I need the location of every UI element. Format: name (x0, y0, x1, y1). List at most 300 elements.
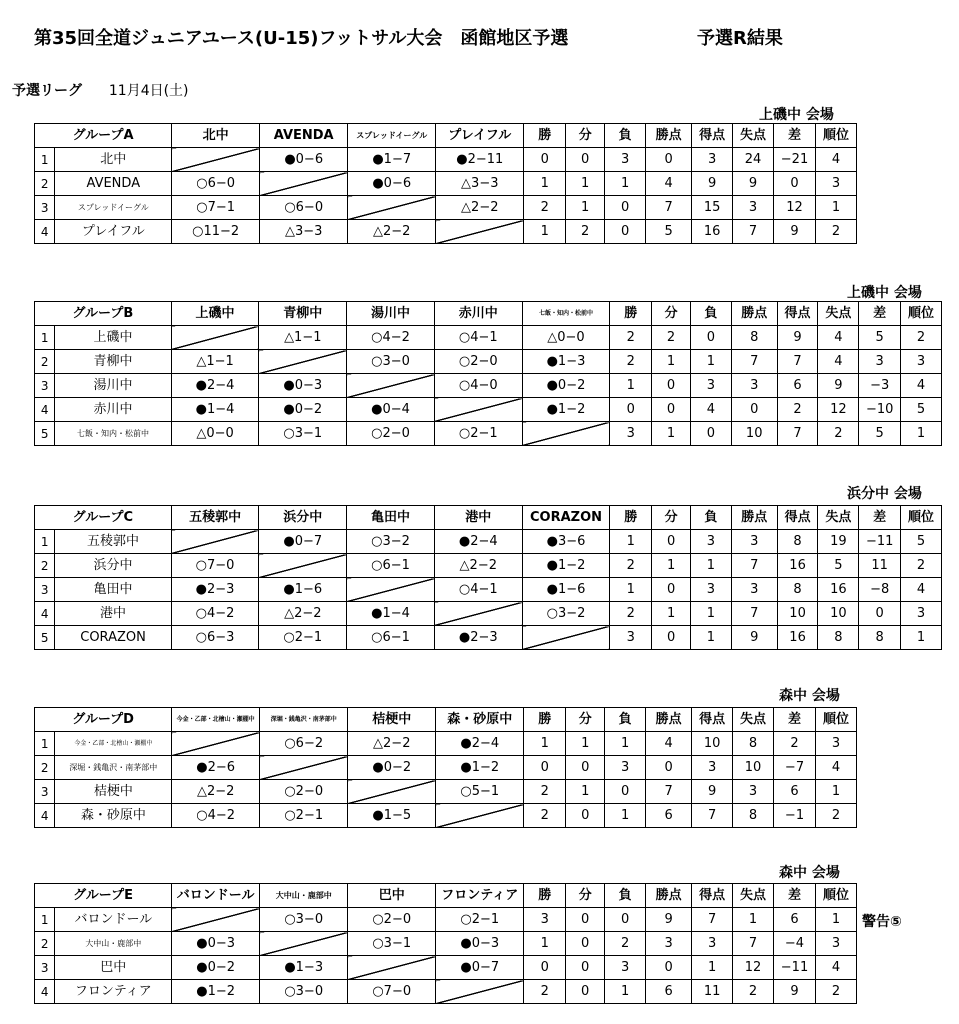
stat-value: 2 (610, 602, 652, 626)
stat-value: 2 (777, 398, 818, 422)
stat-value: 3 (731, 530, 777, 554)
stat-value: 0 (646, 756, 692, 780)
match-result: ●2−4 (434, 530, 522, 554)
opponent-header: AVENDA (260, 124, 348, 148)
stat-value: 7 (646, 780, 692, 804)
match-result: ○4−2 (172, 804, 260, 828)
stat-value: 5 (901, 530, 942, 554)
stat-value: 0 (605, 220, 646, 244)
stat-value: 10 (731, 422, 777, 446)
team-name: 大中山・鹿部中 (55, 932, 172, 956)
stat-value: 7 (777, 422, 818, 446)
stat-header: 差 (774, 708, 816, 732)
stat-value: 1 (524, 220, 566, 244)
stat-value: 1 (692, 956, 733, 980)
team-name: フロンティア (55, 980, 172, 1004)
self-match-diagonal (171, 326, 259, 350)
stat-value: 2 (815, 980, 856, 1004)
stat-value: 2 (524, 780, 566, 804)
stat-value: 1 (566, 196, 605, 220)
stat-value: 2 (610, 554, 652, 578)
match-result: △2−2 (434, 554, 522, 578)
team-name: プレイフル (55, 220, 172, 244)
match-result: ○4−1 (434, 326, 522, 350)
stat-value: 2 (901, 326, 942, 350)
team-row (35, 626, 942, 650)
self-match-diagonal (434, 398, 522, 422)
self-match-diagonal (436, 804, 524, 828)
opponent-header: 巴中 (348, 884, 436, 908)
stat-value: 1 (605, 172, 646, 196)
opponent-header: プレイフル (436, 124, 524, 148)
row-number: 3 (35, 374, 55, 398)
stat-value: 7 (692, 804, 733, 828)
stat-value: 2 (524, 804, 566, 828)
stat-value: 3 (901, 602, 942, 626)
stat-value: 10 (818, 602, 859, 626)
opponent-header: 五稜郭中 (171, 506, 259, 530)
stat-value: 9 (692, 172, 733, 196)
stat-value: −8 (859, 578, 901, 602)
stat-value: 3 (646, 932, 692, 956)
stat-value: 3 (692, 148, 733, 172)
opponent-header: フロンティア (436, 884, 524, 908)
match-result: ●0−3 (436, 932, 524, 956)
venue-label-b: 上磯中 会場 (847, 285, 922, 301)
stat-value: 0 (524, 756, 566, 780)
match-result: ●1−2 (436, 756, 524, 780)
team-name: 青柳中 (55, 350, 171, 374)
stat-header: 勝 (524, 884, 566, 908)
team-row (35, 756, 857, 780)
stat-value: 24 (733, 148, 774, 172)
match-result: ●0−7 (259, 530, 347, 554)
venue-label-e: 森中 会場 (779, 865, 840, 881)
stat-value: 1 (524, 932, 566, 956)
self-match-diagonal (347, 578, 435, 602)
tournament-title: 第35回全道ジュニアユース(U-15)フットサル大会 函館地区予選 (34, 28, 569, 49)
team-name: 北中 (55, 148, 172, 172)
stat-value: 3 (815, 932, 856, 956)
stat-value: 4 (815, 956, 856, 980)
team-row (35, 148, 857, 172)
stat-value: 4 (816, 756, 857, 780)
team-row (35, 172, 857, 196)
stat-value: 0 (524, 148, 566, 172)
stat-value: 0 (605, 196, 646, 220)
match-result: ○6−1 (347, 626, 435, 650)
stat-value: 9 (777, 326, 818, 350)
row-number: 4 (35, 602, 55, 626)
match-result: ○4−2 (171, 602, 259, 626)
team-name: 五稜郭中 (55, 530, 171, 554)
match-result: ○11−2 (172, 220, 260, 244)
team-name: 上磯中 (55, 326, 171, 350)
match-result: ●1−5 (348, 804, 436, 828)
match-result: ●0−2 (348, 756, 436, 780)
stat-value: 1 (815, 908, 856, 932)
stat-value: 16 (692, 220, 733, 244)
team-row (35, 804, 857, 828)
stat-value: 1 (901, 626, 942, 650)
stat-value: 15 (692, 196, 733, 220)
team-name: 亀田中 (55, 578, 171, 602)
stat-value: 1 (733, 908, 774, 932)
group-name-header: グループC (35, 506, 172, 530)
stat-value: 6 (774, 780, 816, 804)
match-result: ●2−3 (171, 578, 259, 602)
stat-header: 勝 (610, 506, 652, 530)
stat-value: 4 (901, 578, 942, 602)
stat-value: 2 (524, 980, 566, 1004)
stat-value: 0 (566, 148, 605, 172)
row-number: 4 (35, 398, 55, 422)
opponent-header: 亀田中 (347, 506, 435, 530)
stat-value: −21 (774, 148, 816, 172)
table-header-row (35, 506, 942, 530)
stat-header: 差 (774, 884, 816, 908)
stat-value: 3 (605, 956, 646, 980)
opponent-header: 桔梗中 (348, 708, 436, 732)
match-result: ○6−2 (260, 732, 348, 756)
opponent-header: 上磯中 (171, 302, 259, 326)
group-name-header: グループD (35, 708, 172, 732)
group-a-table (34, 123, 857, 244)
stat-value: 1 (815, 196, 856, 220)
match-result: △3−3 (436, 172, 524, 196)
stat-value: 4 (901, 374, 942, 398)
match-result: ○2−1 (436, 908, 524, 932)
match-result: △2−2 (172, 780, 260, 804)
match-result: ●2−6 (172, 756, 260, 780)
team-name: AVENDA (55, 172, 172, 196)
stat-value: 3 (692, 756, 733, 780)
stat-header: 差 (859, 506, 901, 530)
match-result: ○2−0 (260, 780, 348, 804)
match-result: ●1−4 (171, 398, 259, 422)
opponent-header: 森・砂原中 (436, 708, 524, 732)
table-header-row (35, 884, 857, 908)
opponent-header: 七飯・知内・松前中 (522, 302, 610, 326)
match-result: ○3−1 (348, 932, 436, 956)
stat-header: 分 (566, 708, 605, 732)
stat-value: 9 (731, 626, 777, 650)
stat-value: 6 (646, 980, 692, 1004)
match-result: △0−0 (522, 326, 610, 350)
stat-value: 1 (652, 422, 691, 446)
match-result: ○2−1 (260, 804, 348, 828)
stat-value: 1 (566, 172, 605, 196)
stat-value: 8 (777, 530, 818, 554)
self-match-diagonal (260, 172, 348, 196)
stat-value: 12 (818, 398, 859, 422)
stat-value: 0 (566, 980, 605, 1004)
stat-value: 1 (566, 780, 605, 804)
stat-value: 0 (566, 956, 605, 980)
match-result: ○6−1 (347, 554, 435, 578)
stat-value: 2 (815, 220, 856, 244)
self-match-diagonal (172, 732, 260, 756)
team-row (35, 326, 942, 350)
stat-value: 5 (859, 326, 901, 350)
stat-value: 5 (859, 422, 901, 446)
match-result: ○4−2 (347, 326, 435, 350)
stat-header: 得点 (692, 884, 733, 908)
match-result: ●2−4 (171, 374, 259, 398)
team-row (35, 196, 857, 220)
stat-value: 3 (605, 756, 646, 780)
match-result: ○3−1 (259, 422, 347, 446)
self-match-diagonal (260, 932, 348, 956)
row-number: 3 (35, 578, 55, 602)
stat-value: 4 (646, 732, 692, 756)
stat-header: 順位 (816, 708, 857, 732)
stat-value: 5 (818, 554, 859, 578)
team-name: 桔梗中 (55, 780, 172, 804)
match-result: ○6−3 (171, 626, 259, 650)
opponent-header: スプレッドイーグル (348, 124, 436, 148)
team-name: 湯川中 (55, 374, 171, 398)
stat-header: 分 (566, 884, 605, 908)
stat-value: 3 (859, 350, 901, 374)
match-result: ○2−1 (259, 626, 347, 650)
match-result: ●0−7 (436, 956, 524, 980)
team-name: 巴中 (55, 956, 172, 980)
stat-value: 0 (524, 956, 566, 980)
stat-header: 差 (859, 302, 901, 326)
stat-header: 失点 (733, 708, 774, 732)
team-row (35, 956, 857, 980)
row-number: 5 (35, 422, 55, 446)
stat-value: 4 (818, 326, 859, 350)
stat-value: 1 (690, 350, 731, 374)
match-result: ○7−0 (171, 554, 259, 578)
stat-value: 4 (646, 172, 692, 196)
match-result: ●0−6 (260, 148, 348, 172)
match-result: ●2−4 (436, 732, 524, 756)
row-number: 4 (35, 980, 55, 1004)
stat-header: 順位 (901, 302, 942, 326)
match-result: △2−2 (348, 732, 436, 756)
stat-value: 12 (774, 196, 816, 220)
team-row (35, 398, 942, 422)
match-result: △1−1 (171, 350, 259, 374)
match-result: ●1−2 (522, 554, 610, 578)
team-row (35, 422, 942, 446)
row-number: 1 (35, 732, 55, 756)
stat-header: 失点 (733, 124, 774, 148)
match-result: ○2−0 (348, 908, 436, 932)
stat-header: 差 (774, 124, 816, 148)
stat-header: 得点 (777, 506, 818, 530)
stat-value: 0 (652, 530, 691, 554)
stat-value: 1 (690, 626, 731, 650)
match-result: ○4−0 (434, 374, 522, 398)
stat-value: −3 (859, 374, 901, 398)
stat-header: 勝点 (731, 302, 777, 326)
stat-value: 6 (646, 804, 692, 828)
match-result: ●1−2 (172, 980, 260, 1004)
results-title: 予選R結果 (697, 28, 783, 49)
stat-value: 0 (690, 422, 731, 446)
team-row (35, 908, 857, 932)
row-number: 4 (35, 220, 55, 244)
self-match-diagonal (436, 220, 524, 244)
stat-header: 勝点 (646, 708, 692, 732)
stat-header: 負 (690, 506, 731, 530)
team-name: 赤川中 (55, 398, 171, 422)
stat-value: 8 (859, 626, 901, 650)
stat-value: 1 (605, 980, 646, 1004)
stat-value: 1 (610, 578, 652, 602)
stat-value: 9 (733, 172, 774, 196)
stat-value: 10 (733, 756, 774, 780)
stat-header: 負 (690, 302, 731, 326)
stat-value: 3 (901, 350, 942, 374)
row-number: 3 (35, 196, 55, 220)
match-result: ●1−4 (347, 602, 435, 626)
group-b-table (34, 301, 942, 446)
match-result: ○2−1 (434, 422, 522, 446)
self-match-diagonal (260, 756, 348, 780)
stat-value: 2 (733, 980, 774, 1004)
row-number: 2 (35, 554, 55, 578)
match-result: △2−2 (259, 602, 347, 626)
stat-value: −11 (774, 956, 816, 980)
stat-value: 2 (566, 220, 605, 244)
team-row (35, 554, 942, 578)
match-result: ●3−6 (522, 530, 610, 554)
match-result: ●1−3 (260, 956, 348, 980)
venue-label-c: 浜分中 会場 (847, 486, 922, 502)
stat-value: 2 (816, 804, 857, 828)
stat-value: 1 (524, 732, 566, 756)
match-result: ○6−0 (172, 172, 260, 196)
team-name: CORAZON (55, 626, 171, 650)
self-match-diagonal (348, 196, 436, 220)
stat-value: 0 (652, 398, 691, 422)
group-name-header: グループE (35, 884, 172, 908)
team-row (35, 350, 942, 374)
row-number: 1 (35, 148, 55, 172)
stat-value: 3 (610, 626, 652, 650)
match-result: △3−3 (260, 220, 348, 244)
team-row (35, 732, 857, 756)
team-name: 港中 (55, 602, 171, 626)
self-match-diagonal (347, 374, 435, 398)
row-number: 2 (35, 756, 55, 780)
stat-header: 負 (605, 124, 646, 148)
stat-value: −10 (859, 398, 901, 422)
self-match-diagonal (259, 350, 347, 374)
stat-value: 12 (733, 956, 774, 980)
self-match-diagonal (172, 148, 260, 172)
stat-value: 0 (774, 172, 816, 196)
stat-header: 勝点 (731, 506, 777, 530)
stat-header: 順位 (815, 124, 856, 148)
stat-value: 9 (646, 908, 692, 932)
team-name: スプレッドイーグル (55, 196, 172, 220)
stat-value: 3 (605, 148, 646, 172)
stat-value: 10 (692, 732, 733, 756)
match-result: ○5−1 (436, 780, 524, 804)
stat-header: 負 (605, 884, 646, 908)
stat-value: 7 (692, 908, 733, 932)
stat-value: 0 (652, 626, 691, 650)
league-label: 予選リーグ (12, 83, 82, 99)
team-row (35, 578, 942, 602)
stat-value: 6 (777, 374, 818, 398)
stat-value: 0 (566, 756, 605, 780)
table-header-row (35, 708, 857, 732)
match-result: ○3−0 (260, 980, 348, 1004)
stat-header: 得点 (777, 302, 818, 326)
stat-value: 9 (774, 220, 816, 244)
stat-value: 9 (774, 980, 816, 1004)
row-number: 1 (35, 908, 55, 932)
match-result: ●2−3 (434, 626, 522, 650)
stat-header: 負 (605, 708, 646, 732)
stat-value: 3 (731, 578, 777, 602)
stat-value: 7 (777, 350, 818, 374)
venue-label-a: 上磯中 会場 (759, 107, 834, 123)
stat-value: 7 (733, 220, 774, 244)
stat-value: 5 (646, 220, 692, 244)
stat-value: 7 (731, 350, 777, 374)
stat-value: 7 (731, 602, 777, 626)
opponent-header: バロンドール (172, 884, 260, 908)
stat-value: 8 (818, 626, 859, 650)
match-result: ●0−4 (347, 398, 435, 422)
match-result: △1−1 (259, 326, 347, 350)
stat-value: 0 (566, 932, 605, 956)
opponent-header: 深堀・銭亀沢・南茅部中 (260, 708, 348, 732)
stat-header: 勝 (524, 708, 566, 732)
row-number: 1 (35, 530, 55, 554)
stat-value: 11 (692, 980, 733, 1004)
stat-value: 3 (690, 578, 731, 602)
team-name: バロンドール (55, 908, 172, 932)
group-e-table (34, 883, 857, 1004)
opponent-header: 港中 (434, 506, 522, 530)
stat-header: 得点 (692, 124, 733, 148)
self-match-diagonal (171, 530, 259, 554)
match-result: ○4−1 (434, 578, 522, 602)
self-match-diagonal (348, 780, 436, 804)
stat-value: 1 (652, 602, 691, 626)
group-name-header: グループA (35, 124, 172, 148)
stat-header: 順位 (901, 506, 942, 530)
match-result: ●0−2 (172, 956, 260, 980)
stat-value: 3 (733, 780, 774, 804)
stat-value: 3 (692, 932, 733, 956)
stat-value: 1 (610, 530, 652, 554)
stat-header: 失点 (733, 884, 774, 908)
opponent-header: 湯川中 (347, 302, 435, 326)
stat-value: 16 (818, 578, 859, 602)
stat-header: 順位 (815, 884, 856, 908)
stat-value: 2 (605, 932, 646, 956)
match-result: ●0−2 (522, 374, 610, 398)
row-number: 4 (35, 804, 55, 828)
stat-value: 2 (818, 422, 859, 446)
self-match-diagonal (436, 980, 524, 1004)
team-row (35, 980, 857, 1004)
stat-value: 1 (690, 554, 731, 578)
stat-value: 4 (818, 350, 859, 374)
stat-header: 勝 (610, 302, 652, 326)
match-result: ○7−1 (172, 196, 260, 220)
